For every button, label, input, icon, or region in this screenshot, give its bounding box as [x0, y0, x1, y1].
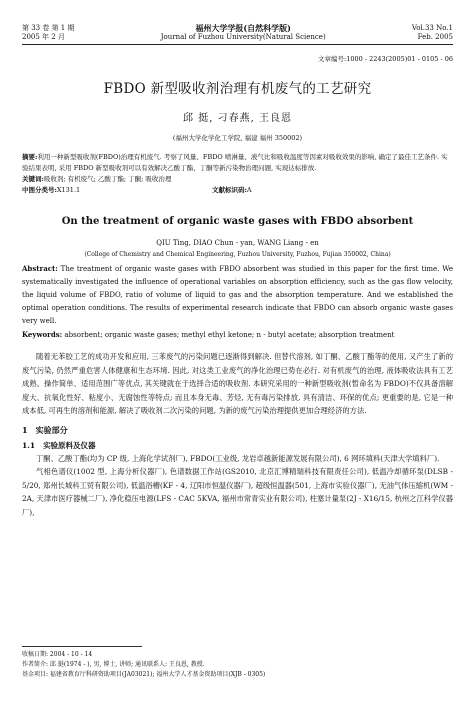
affiliation-en: (College of Chemistry and Chemical Engineering, Fuzhou University, Fuzhou, Fujian 350002, China) [84, 251, 391, 258]
materials-paragraph: 丁酮、乙酸丁酯(均为 CP 级, 上海化学试剂厂), FBDO(工业级, 龙岩卓越新能源发展有限公司), 6 网环填料(天津大学填料厂). [36, 453, 440, 463]
document-code [212, 185, 252, 196]
abstract-cn-block [22, 152, 453, 196]
fund-info: 基金项目: 福建省教育厅科研资助项目(JA03021); 福州大学人才基金资助项目(XJB - 0305) [22, 671, 266, 678]
article-number: 文章编号:1000 - 2243(2005)01 - 0105 - 06 [318, 55, 453, 63]
abstract-cn-text: 利用一种新型吸收剂(FBDO)治理有机废气. 考察了风量、FBDO 喷淋量、液气比和吸收温度等因素对吸收效果的影响, 确定了最佳工艺条件. 实验结果表明, 采用 FBDO 新型吸收剂可以有效解决乙酸丁酯、丁酮等新污染物治理问题, 实现达标排放. [22, 153, 448, 172]
abstract-cn [22, 152, 453, 174]
abstract-en-text: The treatment of organic waste gases with FBDO absorbent was studied in this paper for the first time. We systematically investigated the influence of operational variables on absorption efficiency, such as the gas flow velocity, the liquid volume of FBDO, ratio of volume of liquid to gas and the absorption temperature. And we established the optimal operation conditions. The results of experimental research indicate that FBDO can absorb organic waste gases very well. [22, 265, 453, 325]
author-bio: 作者简介: 邱 挺(1974 - ), 男, 博士, 讲师; 通讯联系人: 王良恩, 教授. [22, 661, 205, 668]
body-text [22, 350, 453, 519]
clc-code [22, 185, 212, 196]
keywords-cn [22, 174, 453, 185]
publication-date: 2005 年 2 月 [22, 33, 65, 41]
abstract-en-label: Abstract: [22, 264, 58, 273]
journal-name-en: Journal of Fuzhou University(Natural Science) [160, 33, 326, 41]
footnote-divider [22, 646, 142, 647]
journal-name-cn: 福州大学学报(自然科学版) [195, 23, 291, 33]
publication-date-en: Feb. 2005 [417, 33, 453, 41]
abstract-en [22, 262, 453, 328]
section-heading [22, 424, 453, 436]
classification-row [22, 185, 453, 196]
keywords-en-text: absorbent; organic waste gases; methyl ethyl ketone; n - butyl acetate; absorption treatment [64, 331, 395, 339]
volume-issue: 第 33 卷 第 1 期 [22, 24, 75, 32]
keywords-en-label: Keywords: [22, 330, 63, 339]
clc-value: X131.1 [56, 186, 81, 194]
keywords-en [22, 328, 453, 342]
intro-paragraph: 随着无苯胶工艺的成功开发和应用, 三苯废气的污染问题已逐渐得到解决. 但替代溶剂, 如丁酮、乙酸丁酯等的使用, 又产生了新的废气污染, 仍然严重危害人体健康和生态环境. 因此, 对这类工业废气的净化治理已势在必行. 对有机废气的治理, 液体吸收法具有工艺成熟、操作简单、适用范围广等优点, 其关键就在于选择合适的吸收剂. 本研究采用的一种新型吸收剂(暂命名为 FBDO)不仅具备溶解度大、抗氧化性好、粘度小、无腐蚀性等特点; 而且本身无毒、芳烃, 无有毒污染排放, 具有清洁、环保的优点; 更重要的是, 它是一种成本低, 可再生的溶剂和能源, 解决了吸收剂二次污染的问题, 为新的废气污染治理提供更加合理经济的方法. [22, 352, 453, 415]
authors-en: QIU Ting, DIAO Chun - yan, WANG Liang - en [156, 239, 319, 247]
received-date: 收稿日期: 2004 - 10 - 14 [22, 651, 93, 658]
paper-title-cn: FBDO 新型吸收剂治理有机废气的工艺研究 [103, 81, 372, 97]
clc-label: 中图分类号: [22, 186, 57, 194]
doc-value: A [246, 186, 252, 194]
volume-issue-en: Vol.33 No.1 [411, 24, 453, 32]
section-title: 实验部分 [35, 424, 68, 435]
header-left [22, 24, 75, 42]
keywords-cn-label: 关键词: [22, 175, 44, 183]
abstract-cn-label: 摘要: [22, 153, 38, 161]
subsection-number: 1.1 [22, 440, 36, 450]
header-divider [22, 44, 453, 45]
instruments-paragraph: 气相色谱仪(1002 型, 上海分析仪器厂), 色谱数据工作站(GS2010, 北京汇博精瑞科技有限责任公司), 低温冷却循环泵(DLSB - 5/20, 郑州长城科工贸有限公司), 低温浴槽(KF - 4, 辽阳市恒温仪器厂), 超级恒温器(501, 上海市实验仪器厂), 无油气体压缩机(WM - 2A, 天津市医疗器械二厂), 净化稳压电源(LFS - CAC 5KVA, 福州市常青实业有限公司), 柱塞计量泵(2J - X16/15, 杭州之江科学仪器厂), [22, 467, 454, 517]
keywords-cn-text: 吸收剂; 有机废气; 乙酸丁酯; 丁酮; 吸收治理 [43, 175, 172, 183]
header-right [412, 24, 453, 42]
header-center [161, 24, 326, 42]
authors-cn: 邱 挺, 刁春燕, 王良恩 [183, 113, 292, 124]
subsection-title: 实验原料及仪器 [43, 440, 96, 450]
affiliation-cn: (福州大学化学化工学院, 福建 福州 350002) [172, 134, 303, 142]
running-header [22, 0, 453, 42]
doc-label: 文献标识码: [212, 186, 247, 194]
footnotes [22, 646, 453, 680]
section-number: 1 [22, 424, 28, 435]
abstract-en-block [22, 262, 453, 342]
subsection-heading [22, 440, 453, 452]
paper-title-en: On the treatment of organic waste gases with FBDO absorbent [61, 216, 414, 227]
